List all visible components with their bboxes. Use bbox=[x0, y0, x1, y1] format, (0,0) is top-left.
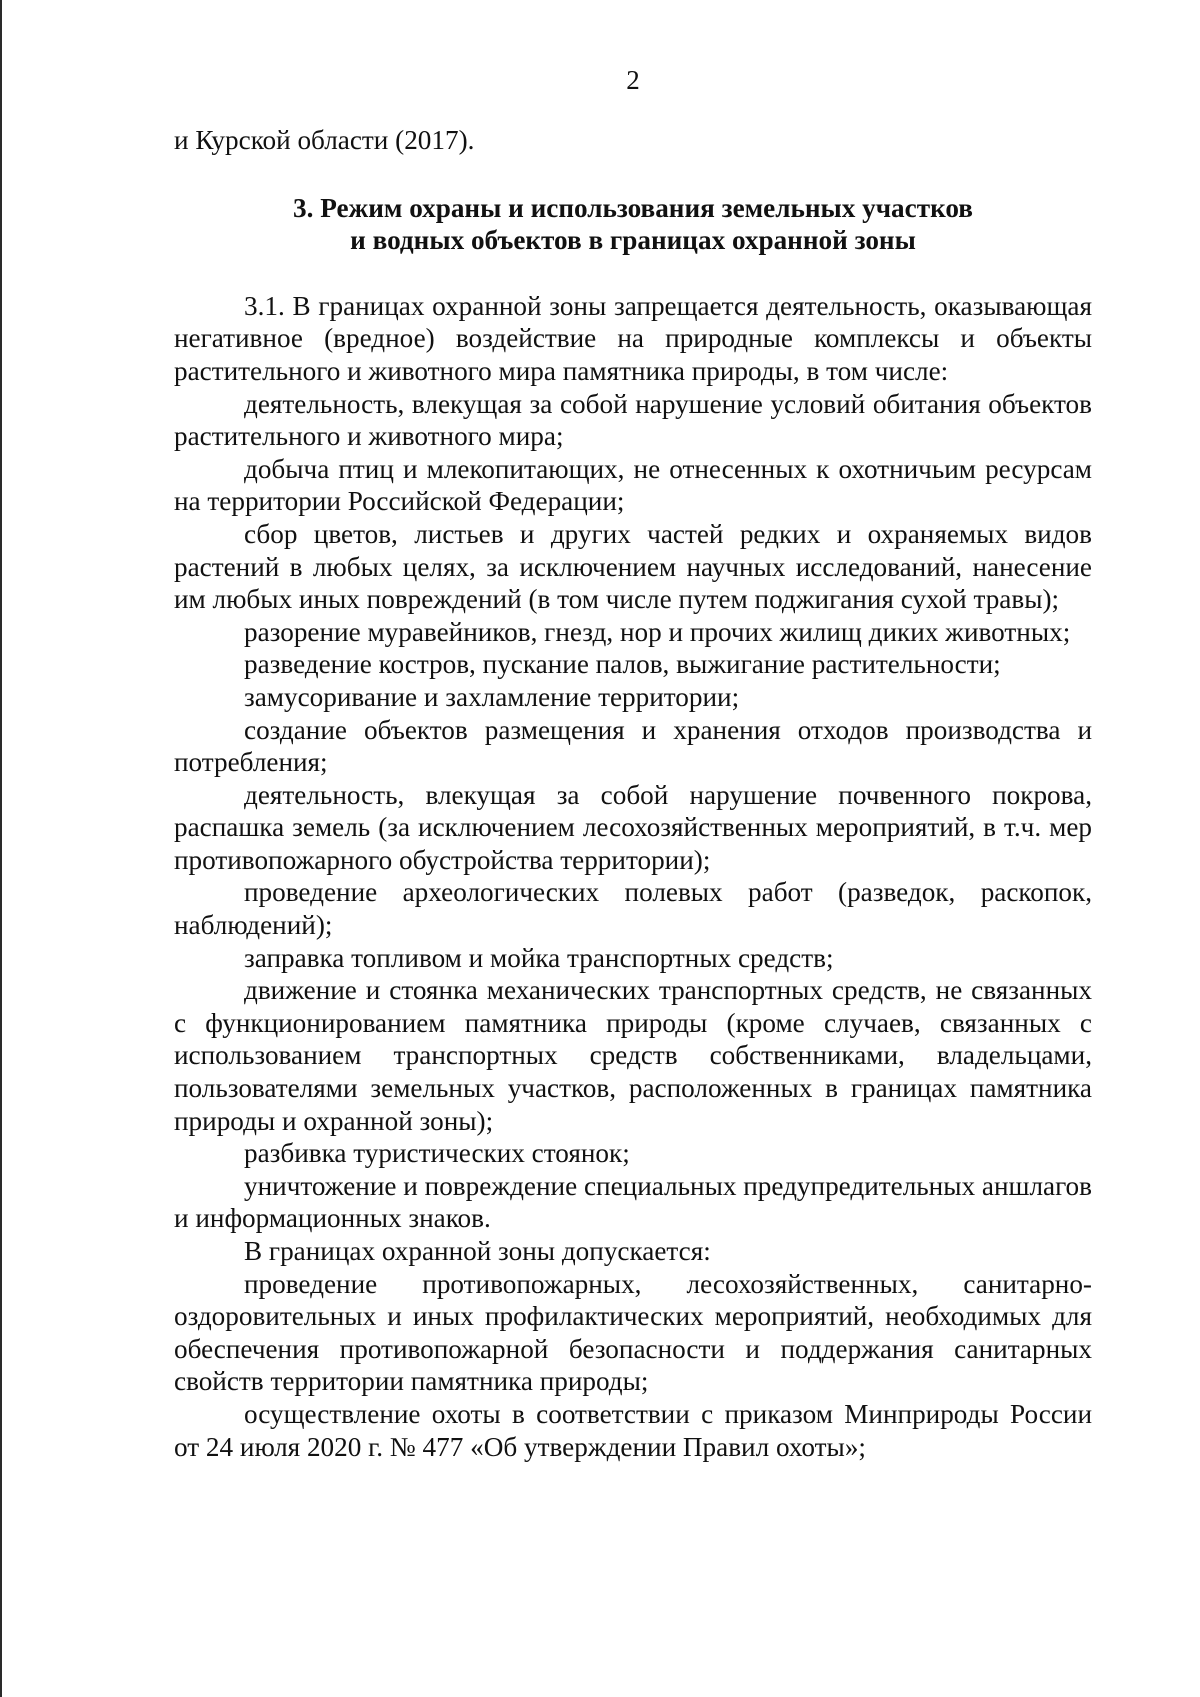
list-item: осуществление охоты в соответствии с приказом Минприроды России от 24 июля 2020 г. № 477 «Об утверждении Правил охоты»; bbox=[174, 1398, 1092, 1462]
list-item: добыча птиц и млекопитающих, не отнесенных к охотничьим ресурсам на территории Российской Федерации; bbox=[174, 453, 1092, 517]
document-body bbox=[174, 124, 1092, 1463]
list-item: деятельность, влекущая за собой нарушение почвенного покрова, распашка земель (за исключением лесохозяйственных мероприятий, в т.ч. мер противопожарного обустройства территории); bbox=[174, 779, 1092, 875]
list-item: проведение противопожарных, лесохозяйственных, санитарно-оздоровительных и иных профилактических мероприятий, необходимых для обеспечения противопожарной безопасности и поддержания санитарных свойств территории памятника природы; bbox=[174, 1268, 1092, 1397]
continuation-line: и Курской области (2017). bbox=[174, 125, 475, 155]
list-item: разорение муравейников, гнезд, нор и прочих жилищ диких животных; bbox=[244, 616, 1071, 647]
page-number: 2 bbox=[626, 65, 640, 95]
list-item: заправка топливом и мойка транспортных средств; bbox=[244, 942, 834, 973]
list-item: создание объектов размещения и хранения отходов производства и потребления; bbox=[174, 714, 1092, 778]
section-heading-line-1: 3. Режим охраны и использования земельных участков bbox=[293, 192, 973, 223]
section-heading bbox=[174, 192, 1092, 257]
paragraph-3-1: 3.1. В границах охранной зоны запрещается деятельность, оказывающая негативное (вредное) воздействие на природные комплексы и объекты растительного и животного мира памятника природы, в том числе: bbox=[174, 290, 1092, 386]
list-item: разведение костров, пускание палов, выжигание растительности; bbox=[244, 649, 1001, 680]
scan-edge-line bbox=[0, 0, 2, 1697]
list-item: уничтожение и повреждение специальных предупредительных аншлагов и информационных знаков. bbox=[174, 1170, 1092, 1234]
list-item: замусоривание и захламление территории; bbox=[244, 681, 740, 712]
list-item: движение и стоянка механических транспортных средств, не связанных с функционированием памятника природы (кроме случаев, связанных с использованием транспортных средств собственниками, владельцами, пользователями земельных участков, расположенных в границах памятника природы и охранной зоны); bbox=[174, 975, 1092, 1136]
permitted-intro: В границах охранной зоны допускается: bbox=[244, 1236, 711, 1266]
section-heading-line-2: и водных объектов в границах охранной зоны bbox=[350, 225, 916, 256]
list-item: деятельность, влекущая за собой нарушение условий обитания объектов растительного и животного мира; bbox=[174, 388, 1092, 452]
list-item: сбор цветов, листьев и других частей редких и охраняемых видов растений в любых целях, за исключением научных исследований, нанесение им любых иных повреждений (в том числе путем поджигания сухой травы); bbox=[174, 518, 1092, 615]
list-item: проведение археологических полевых работ (разведок, раскопок, наблюдений); bbox=[174, 877, 1092, 941]
list-item: разбивка туристических стоянок; bbox=[244, 1138, 630, 1169]
